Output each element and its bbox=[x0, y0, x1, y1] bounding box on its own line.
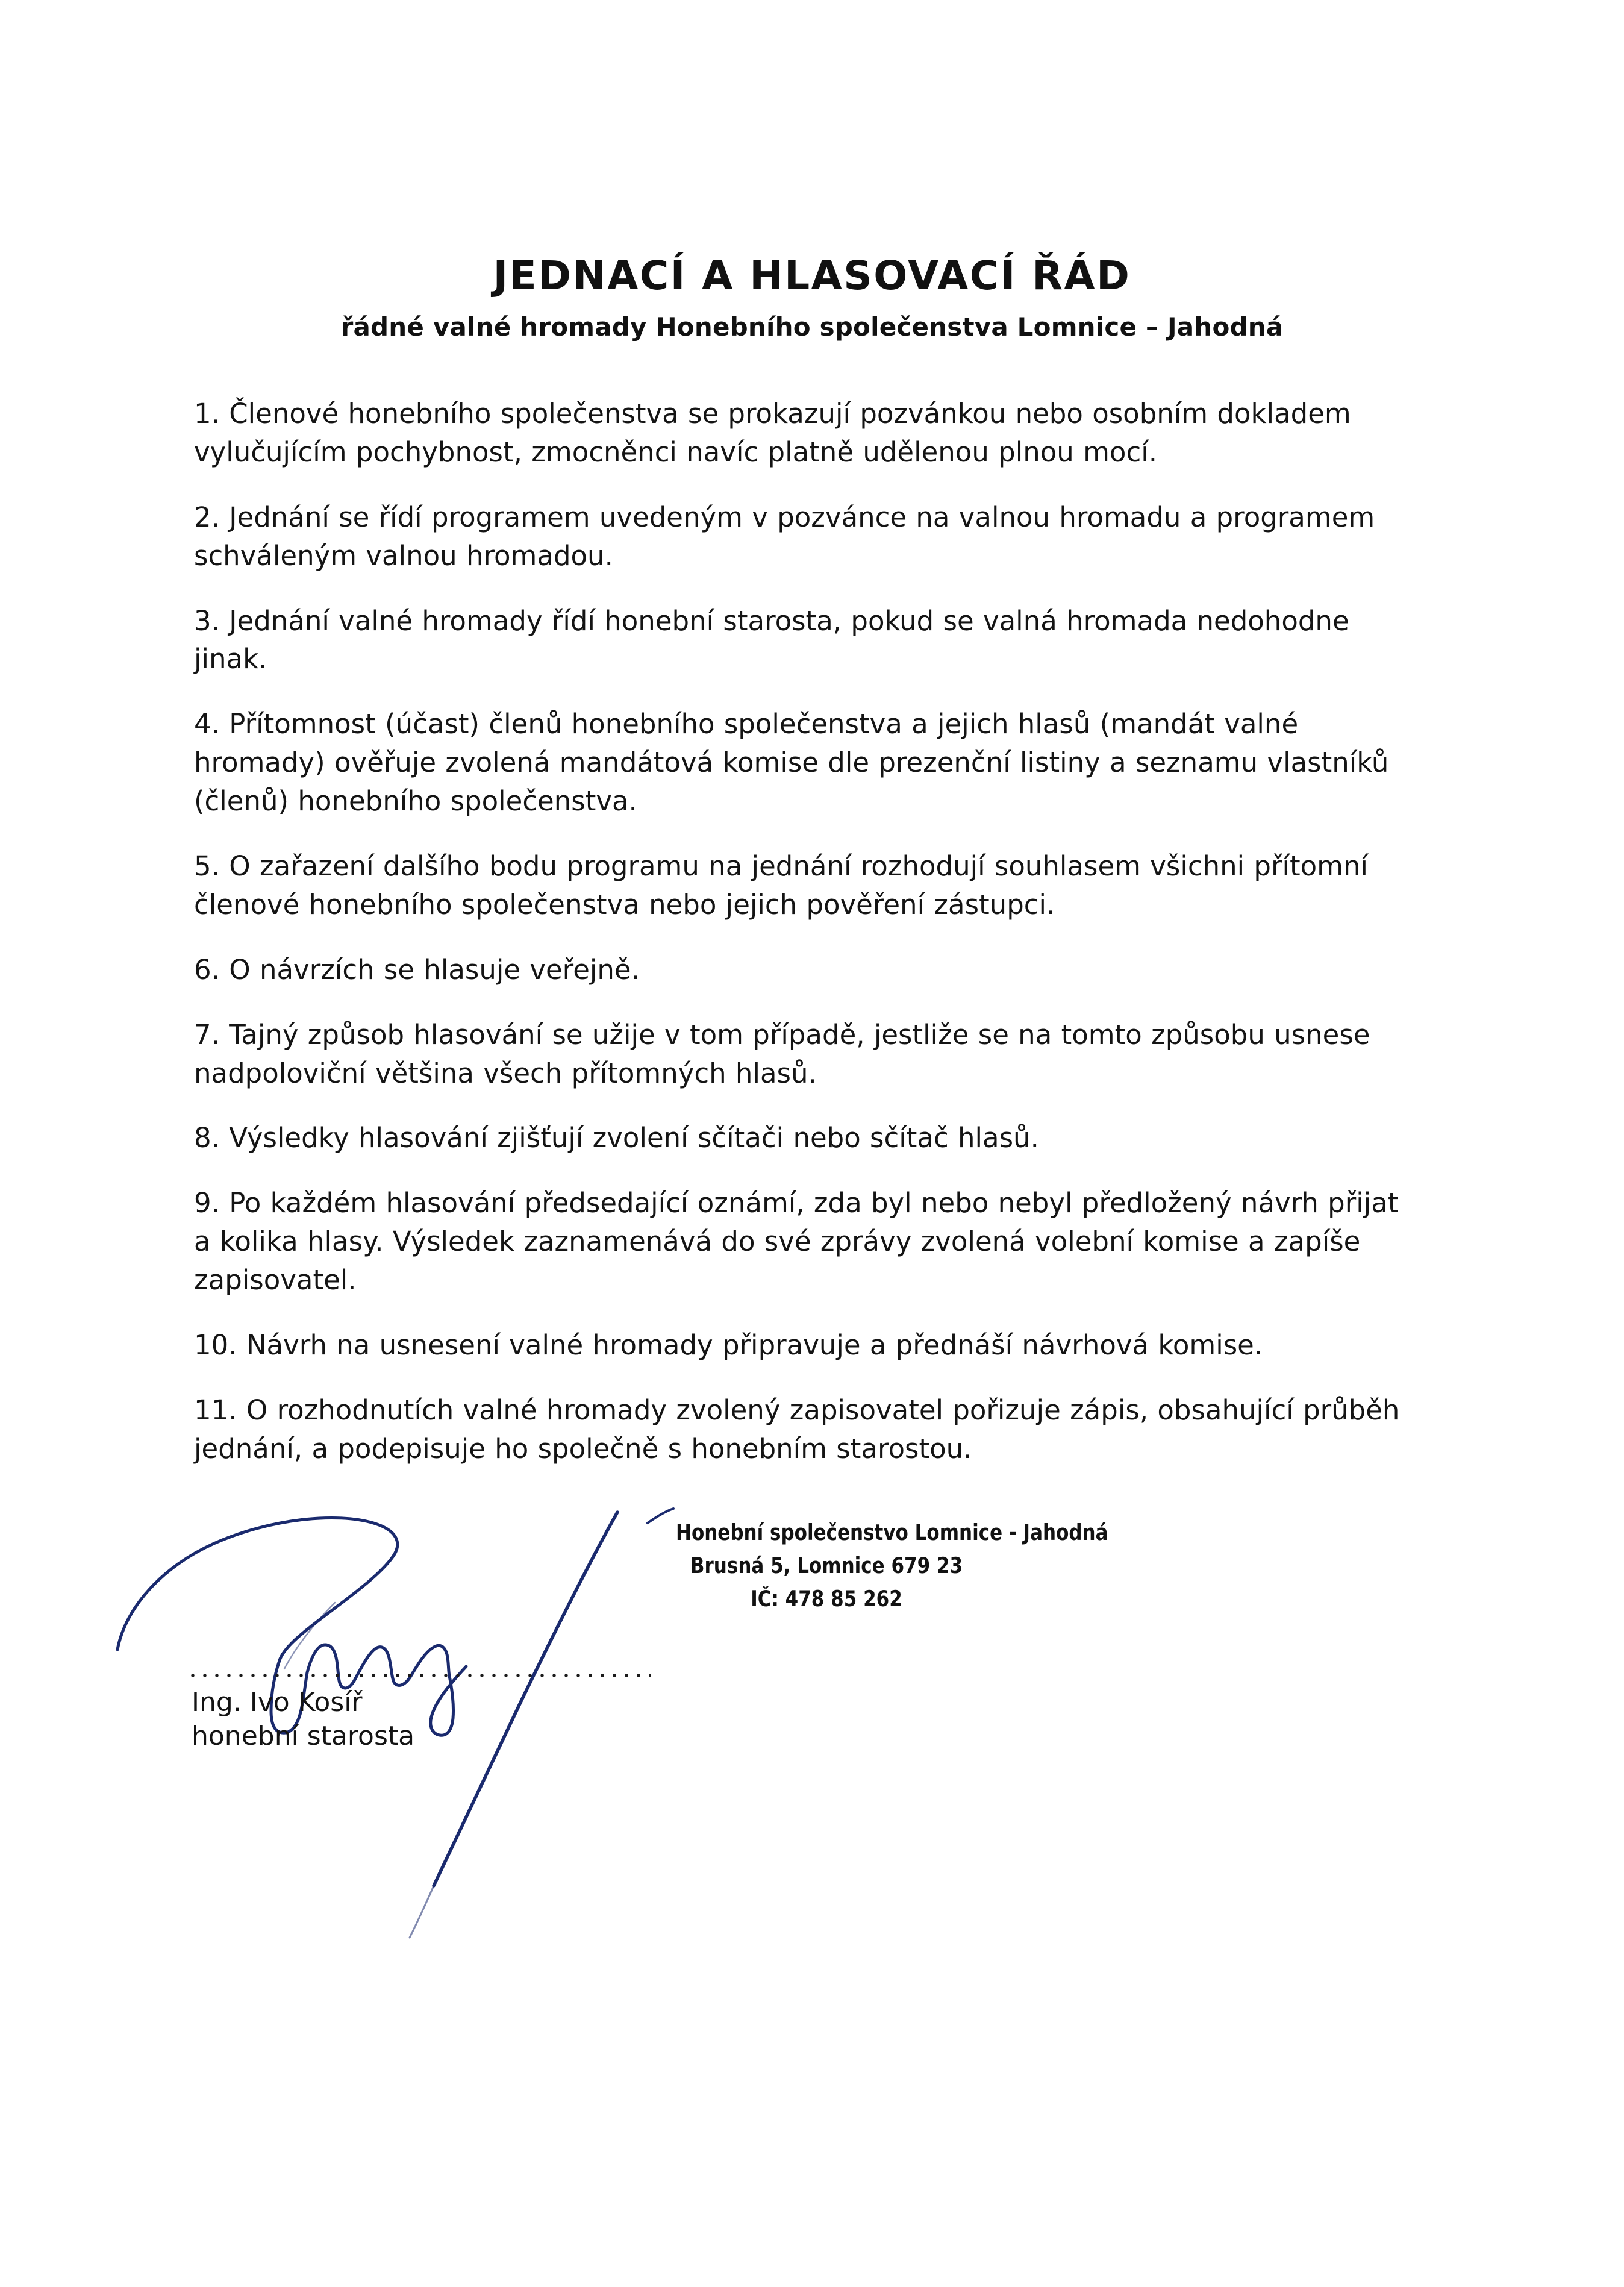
signatory-role: honební starosta bbox=[192, 1720, 415, 1751]
clause-item: 5. O zařazení dalšího bodu programu na jednání rozhodují souhlasem všichni přítomní členové honebního společenstva nebo jejich pověření zástupci. bbox=[194, 850, 1369, 921]
clause-item: 11. O rozhodnutích valné hromady zvolený zapisovatel pořizuje zápis, obsahující průběh jednání, a podepisuje ho společně s honebním starostou. bbox=[194, 1394, 1400, 1465]
clause-item: 1. Členové honebního společenstva se prokazují pozvánkou nebo osobním dokladem vylučujícím pochybnost, zmocněnci navíc platně udělenou plnou mocí. bbox=[194, 398, 1351, 468]
document-title: JEDNACÍ A HLASOVACÍ ŘÁD bbox=[493, 252, 1131, 299]
signature-dotted-line bbox=[187, 1672, 651, 1678]
clause-item: 3. Jednání valné hromady řídí honební starosta, pokud se valná hromada nedohodne jinak. bbox=[194, 604, 1349, 675]
clause-item: 10. Návrh na usnesení valné hromady připravuje a přednáší návrhová komise. bbox=[194, 1329, 1263, 1362]
signature-area bbox=[0, 1494, 1624, 2036]
stamp-ico: IČ: 478 85 262 bbox=[751, 1586, 902, 1612]
document-subtitle: řádné valné hromady Honebního společenstva Lomnice – Jahodná bbox=[340, 311, 1284, 342]
stamp-address: Brusná 5, Lomnice 679 23 bbox=[690, 1553, 963, 1579]
clause-item: 7. Tajný způsob hlasování se užije v tom případě, jestliže se na tomto způsobu usnese nadpoloviční většina všech přítomných hlasů. bbox=[194, 1018, 1370, 1089]
signatory-block bbox=[192, 1686, 734, 1753]
clause-item: 2. Jednání se řídí programem uvedeným v pozvánce na valnou hromadu a programem schváleným valnou hromadou. bbox=[194, 501, 1375, 572]
document-header bbox=[0, 253, 1624, 342]
stamp-organisation: Honební společenstvo Lomnice - Jahodná bbox=[676, 1520, 1108, 1546]
signatory-name: Ing. Ivo Kosíř bbox=[192, 1687, 363, 1718]
clause-item: 8. Výsledky hlasování zjišťují zvolení sčítači nebo sčítač hlasů. bbox=[194, 1122, 1039, 1154]
organisation-stamp bbox=[676, 1519, 1108, 1612]
clause-list bbox=[194, 395, 1405, 1495]
clause-item: 6. O návrzích se hlasuje veřejně. bbox=[194, 953, 640, 986]
clause-item: 4. Přítomnost (účast) členů honebního společenstva a jejich hlasů (mandát valné hromady) ověřuje zvolená mandátová komise dle prezenční listiny a seznamu vlastníků (členů) honebního společenstva. bbox=[194, 708, 1389, 818]
clause-item: 9. Po každém hlasování předsedající oznámí, zda byl nebo nebyl předložený návrh přijat a kolika hlasy. Výsledek zaznamenává do své zprávy zvolená volební komise a zapíše zapisovatel. bbox=[194, 1187, 1399, 1297]
